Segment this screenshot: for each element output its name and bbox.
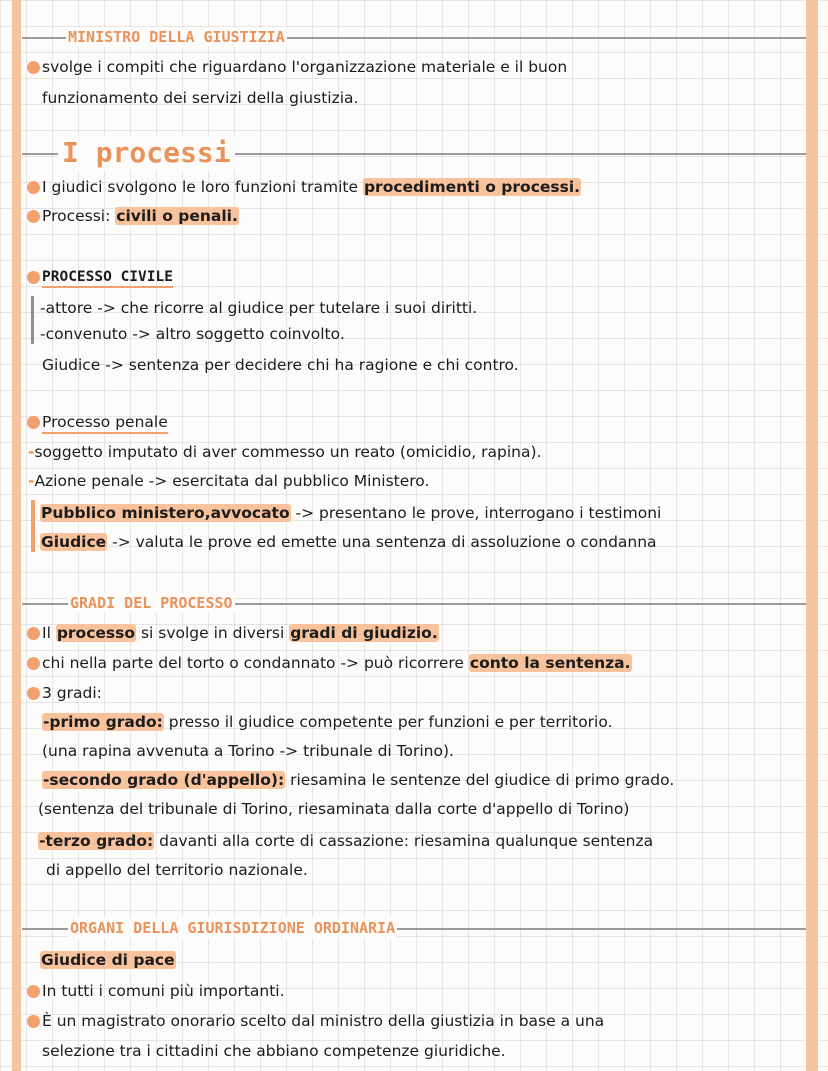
text-line: Giudice -> valuta le prove ed emette una sentenza di assoluzione o condanna xyxy=(41,533,657,551)
text-line: In tutti i comuni più importanti. xyxy=(42,982,285,1000)
bullet-dot xyxy=(27,181,40,194)
bullet-dot xyxy=(27,416,40,429)
text-line: È un magistrato onorario scelto dal ministro della giustizia in base a una xyxy=(42,1012,605,1030)
subsection-title-penale: Processo penale xyxy=(42,410,168,434)
subsection-title-giudice-pace: Giudice di pace xyxy=(41,951,175,969)
bullet-dot xyxy=(27,210,40,223)
text-line: Processi: civili o penali. xyxy=(42,207,238,225)
text-line: di appello del territorio nazionale. xyxy=(46,861,308,879)
section-heading-gradi: GRADI DEL PROCESSO xyxy=(70,594,233,612)
section-heading-organi: ORGANI DELLA GIURISDIZIONE ORDINARIA xyxy=(70,919,396,937)
text-line: -Azione penale -> esercitata dal pubblico Ministero. xyxy=(28,472,430,490)
text-line: svolge i compiti che riguardano l'organizzazione materiale e il buon xyxy=(42,58,568,76)
text-line: Il processo si svolge in diversi gradi di giudizio. xyxy=(42,624,438,642)
bullet-dot xyxy=(27,657,40,670)
bullet-dot xyxy=(27,985,40,998)
bullet-dot xyxy=(27,61,40,74)
section-heading-processi: I processi xyxy=(58,136,235,170)
section-heading-ministro: MINISTRO DELLA GIUSTIZIA xyxy=(68,28,285,46)
bullet-dot xyxy=(27,1015,40,1028)
side-bar xyxy=(31,500,35,552)
text-line: -soggetto imputato di aver commesso un reato (omicidio, rapina). xyxy=(28,443,542,461)
text-line: -convenuto -> altro soggetto coinvolto. xyxy=(40,325,345,343)
subsection-title-civile: PROCESSO CIVILE xyxy=(42,265,173,289)
text-line: -attore -> che ricorre al giudice per tutelare i suoi diritti. xyxy=(40,299,478,317)
text-line: 3 gradi: xyxy=(42,684,102,702)
bullet-dot xyxy=(27,687,40,700)
bullet-dot xyxy=(27,627,40,640)
text-line: funzionamento dei servizi della giustizia. xyxy=(42,89,359,107)
text-line: chi nella parte del torto o condannato -> può ricorrere conto la sentenza. xyxy=(42,654,631,672)
text-line: I giudici svolgono le loro funzioni tramite procedimenti o processi. xyxy=(42,178,581,196)
text-line: (sentenza del tribunale di Torino, riesaminata dalla corte d'appello di Torino) xyxy=(38,800,630,818)
text-line: -secondo grado (d'appello): riesamina le sentenze del giudice di primo grado. xyxy=(43,771,675,789)
text-line: Pubblico ministero,avvocato -> presentano le prove, interrogano i testimoni xyxy=(41,504,662,522)
text-line: (una rapina avvenuta a Torino -> tribunale di Torino). xyxy=(42,742,454,760)
text-line: -primo grado: presso il giudice competente per funzioni e per territorio. xyxy=(43,713,613,731)
text-line: selezione tra i cittadini che abbiano competenze giuridiche. xyxy=(42,1042,506,1060)
text-line: -terzo grado: davanti alla corte di cassazione: riesamina qualunque sentenza xyxy=(39,832,654,850)
side-bar xyxy=(31,296,34,344)
text-line: Giudice -> sentenza per decidere chi ha ragione e chi contro. xyxy=(42,356,519,374)
bullet-dot xyxy=(27,271,40,284)
